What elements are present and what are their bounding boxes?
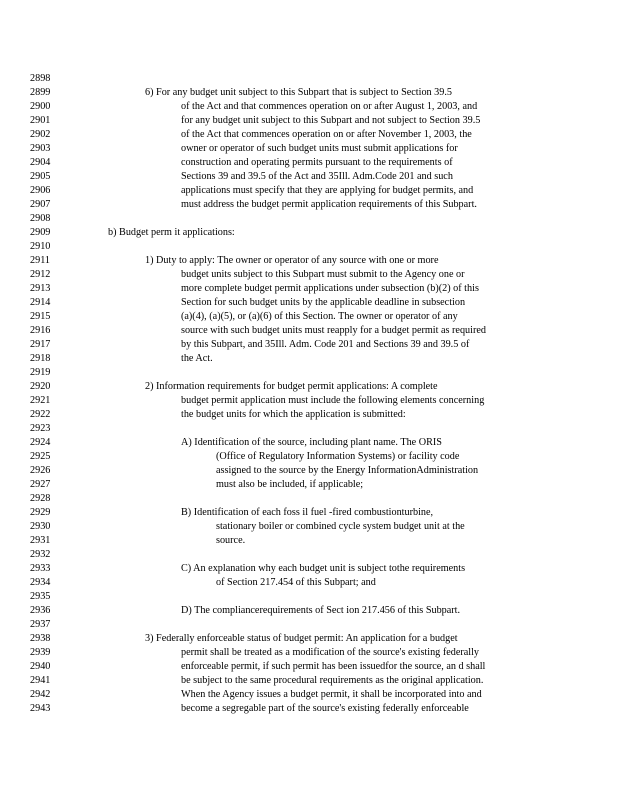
line-text: more complete budget permit applications under subsection (b)(2) of this — [181, 283, 479, 294]
document-line — [0, 72, 618, 86]
line-number: 2900 — [30, 101, 51, 112]
line-number: 2937 — [30, 619, 51, 630]
document-line — [0, 156, 618, 170]
line-number: 2898 — [30, 73, 51, 84]
document-line — [0, 338, 618, 352]
line-number: 2931 — [30, 535, 51, 546]
document-line — [0, 534, 618, 548]
line-number: 2930 — [30, 521, 51, 532]
line-number: 2902 — [30, 129, 51, 140]
document-line — [0, 170, 618, 184]
line-number: 2922 — [30, 409, 51, 420]
line-number: 2926 — [30, 465, 51, 476]
line-number: 2927 — [30, 479, 51, 490]
line-text: (a)(4), (a)(5), or (a)(6) of this Section. The owner or operator of any — [181, 311, 458, 322]
line-text: budget units subject to this Subpart must submit to the Agency one or — [181, 269, 465, 280]
document-line — [0, 576, 618, 590]
document-line — [0, 254, 618, 268]
line-number: 2904 — [30, 157, 51, 168]
document-line — [0, 86, 618, 100]
line-number: 2929 — [30, 507, 51, 518]
document-line — [0, 198, 618, 212]
line-number: 2933 — [30, 563, 51, 574]
document-line — [0, 548, 618, 562]
document-line — [0, 688, 618, 702]
document-line — [0, 226, 618, 240]
line-text: 3) Federally enforceable status of budget permit: An application for a budget — [145, 633, 458, 644]
line-text: When the Agency issues a budget permit, it shall be incorporated into and — [181, 689, 482, 700]
line-number: 2925 — [30, 451, 51, 462]
document-line — [0, 478, 618, 492]
line-number: 2920 — [30, 381, 51, 392]
line-text: Sections 39 and 39.5 of the Act and 35Ill. Adm.Code 201 and such — [181, 171, 453, 182]
line-text: stationary boiler or combined cycle system budget unit at the — [216, 521, 465, 532]
document-line — [0, 632, 618, 646]
line-text: assigned to the source by the Energy InformationAdministration — [216, 465, 479, 476]
document-line — [0, 646, 618, 660]
document-line — [0, 674, 618, 688]
line-number: 2913 — [30, 283, 51, 294]
line-number: 2941 — [30, 675, 51, 686]
document-line — [0, 310, 618, 324]
line-number: 2911 — [30, 255, 50, 266]
line-text: permit shall be treated as a modification of the source's existing federally — [181, 647, 480, 658]
document-line — [0, 660, 618, 674]
line-text: (Office of Regulatory Information Systems) or facility code — [216, 451, 460, 462]
document-line — [0, 702, 618, 716]
document-line — [0, 492, 618, 506]
line-number: 2899 — [30, 87, 51, 98]
line-text: the Act. — [181, 353, 213, 364]
line-text: must also be included, if applicable; — [216, 479, 364, 490]
line-text: b) Budget perm it applications: — [108, 227, 235, 238]
line-text: A) Identification of the source, including plant name. The ORIS — [181, 437, 442, 448]
document-line — [0, 296, 618, 310]
line-text: source. — [216, 535, 246, 546]
line-text: B) Identification of each foss il fuel -fired combustionturbine, — [181, 507, 434, 518]
line-number: 2916 — [30, 325, 51, 336]
document-line — [0, 464, 618, 478]
line-number: 2928 — [30, 493, 51, 504]
line-number: 2919 — [30, 367, 51, 378]
line-text: applications must specify that they are applying for budget permits, and — [181, 185, 474, 196]
line-text: enforceable permit, if such permit has been issuedfor the source, an d shall — [181, 661, 486, 672]
document-line — [0, 590, 618, 604]
line-text: 6) For any budget unit subject to this Subpart that is subject to Section 39.5 — [145, 87, 453, 98]
document-line — [0, 366, 618, 380]
line-number: 2903 — [30, 143, 51, 154]
document-line — [0, 408, 618, 422]
line-number: 2923 — [30, 423, 51, 434]
line-text: D) The compliancerequirements of Sect ion 217.456 of this Subpart. — [181, 605, 461, 616]
line-number: 2936 — [30, 605, 51, 616]
line-number: 2905 — [30, 171, 51, 182]
line-text: C) An explanation why each budget unit is subject tothe requirements — [181, 563, 466, 574]
line-number: 2921 — [30, 395, 51, 406]
line-number: 2908 — [30, 213, 51, 224]
document-line — [0, 562, 618, 576]
document-line — [0, 114, 618, 128]
line-number: 2909 — [30, 227, 51, 238]
line-text: of Section 217.454 of this Subpart; and — [216, 577, 376, 588]
document-line — [0, 352, 618, 366]
line-text: owner or operator of such budget units must submit applications for — [181, 143, 458, 154]
line-text: budget permit application must include the following elements concerning — [181, 395, 485, 406]
document-line — [0, 618, 618, 632]
line-text: construction and operating permits pursuant to the requirements of — [181, 157, 453, 168]
document-line — [0, 604, 618, 618]
line-text: the budget units for which the application is submitted: — [181, 409, 406, 420]
document-line — [0, 212, 618, 226]
document-line — [0, 520, 618, 534]
line-number: 2934 — [30, 577, 51, 588]
line-text: source with such budget units must reapply for a budget permit as required — [181, 325, 486, 336]
line-number: 2932 — [30, 549, 51, 560]
line-number: 2912 — [30, 269, 51, 280]
document-line — [0, 268, 618, 282]
line-text: of the Act and that commences operation on or after August 1, 2003, and — [181, 101, 478, 112]
document-line — [0, 282, 618, 296]
line-number: 2938 — [30, 633, 51, 644]
line-number: 2915 — [30, 311, 51, 322]
line-text: Section for such budget units by the applicable deadline in subsection — [181, 297, 466, 308]
line-number: 2935 — [30, 591, 51, 602]
line-number: 2910 — [30, 241, 51, 252]
line-number: 2939 — [30, 647, 51, 658]
document-line — [0, 422, 618, 436]
line-number: 2906 — [30, 185, 51, 196]
line-text: become a segregable part of the source's existing federally enforceable — [181, 703, 469, 714]
document-line — [0, 436, 618, 450]
line-text: for any budget unit subject to this Subpart and not subject to Section 39.5 — [181, 115, 481, 126]
line-text: by this Subpart, and 35Ill. Adm. Code 201 and Sections 39 and 39.5 of — [181, 339, 470, 350]
line-text: must address the budget permit application requirements of this Subpart. — [181, 199, 477, 210]
document-line — [0, 240, 618, 254]
line-number: 2924 — [30, 437, 51, 448]
line-number: 2918 — [30, 353, 51, 364]
document-line — [0, 380, 618, 394]
line-number: 2914 — [30, 297, 51, 308]
document-line — [0, 450, 618, 464]
document-line — [0, 506, 618, 520]
document-line — [0, 184, 618, 198]
document-line — [0, 142, 618, 156]
line-number: 2942 — [30, 689, 51, 700]
line-number: 2907 — [30, 199, 51, 210]
document-line — [0, 100, 618, 114]
document-line — [0, 324, 618, 338]
line-number: 2940 — [30, 661, 51, 672]
line-text: of the Act that commences operation on or after November 1, 2003, the — [181, 129, 472, 140]
line-number: 2917 — [30, 339, 51, 350]
line-text: be subject to the same procedural requirements as the original application. — [181, 675, 484, 686]
line-number: 2901 — [30, 115, 51, 126]
line-number: 2943 — [30, 703, 51, 714]
line-text: 1) Duty to apply: The owner or operator of any source with one or more — [145, 255, 439, 266]
document-line — [0, 394, 618, 408]
document-line — [0, 128, 618, 142]
line-text: 2) Information requirements for budget permit applications: A complete — [145, 381, 438, 392]
